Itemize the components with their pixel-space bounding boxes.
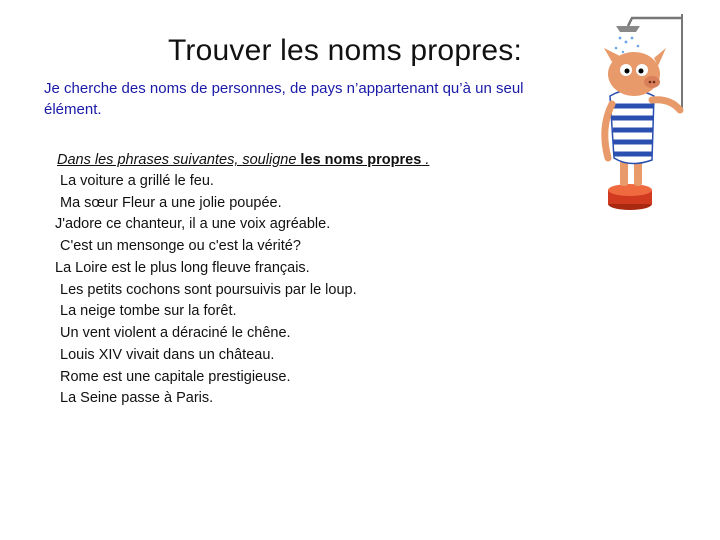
- sentence-item: La voiture a grillé le feu.: [60, 173, 214, 189]
- sentence-item: La Loire est le plus long fleuve français.: [55, 260, 310, 276]
- instruction-prefix: Dans les phrases suivantes, souligne: [57, 152, 301, 168]
- pig-in-shower-icon: [592, 8, 696, 214]
- sentence-item: Rome est une capitale prestigieuse.: [60, 369, 291, 385]
- sentence-item: Les petits cochons sont poursuivis par le loup.: [60, 282, 357, 298]
- sentence-item: La Seine passe à Paris.: [60, 390, 214, 406]
- instruction-suffix: .: [421, 152, 430, 168]
- sentence-item: Ma sœur Fleur a une jolie poupée.: [60, 195, 282, 211]
- page-title: Trouver les noms propres:: [168, 34, 523, 67]
- intro-text: Je cherche des noms de personnes, de pays n’appartenant qu’à un seul élément.: [44, 80, 524, 118]
- sentence-item: La neige tombe sur la forêt.: [60, 303, 237, 319]
- instruction-emphasis: les noms propres: [300, 152, 422, 168]
- sentence-item: J'adore ce chanteur, il a une voix agréable.: [55, 216, 331, 232]
- instruction-text: [57, 152, 429, 168]
- sentence-item: Un vent violent a déraciné le chêne.: [60, 325, 291, 341]
- sentence-item: C'est un mensonge ou c'est la vérité?: [60, 238, 301, 254]
- sentence-item: Louis XIV vivait dans un château.: [60, 347, 275, 363]
